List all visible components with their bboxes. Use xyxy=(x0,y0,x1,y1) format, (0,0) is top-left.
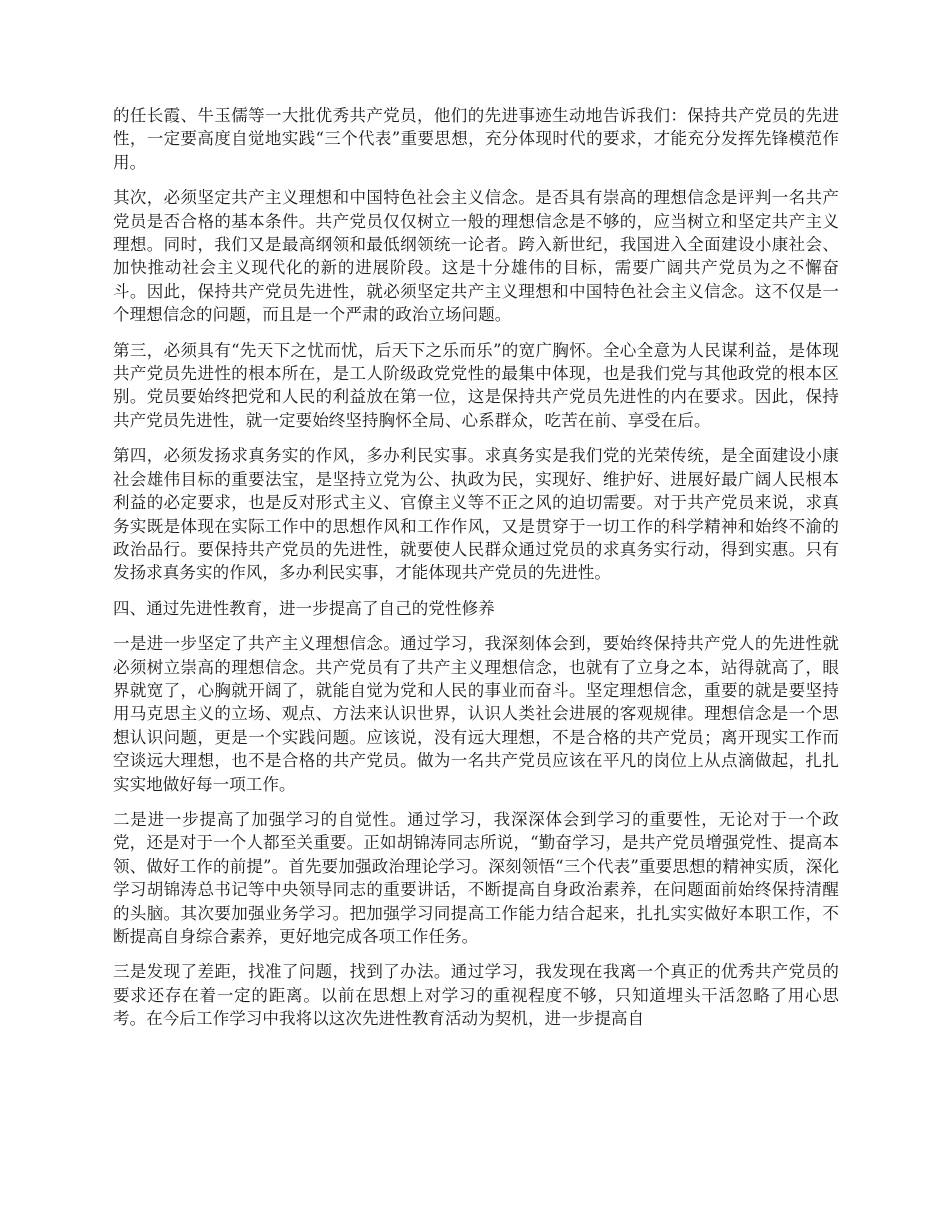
paragraph-1: 的任长霞、牛玉儒等一大批优秀共产党员，他们的先进事迹生动地告诉我们：保持共产党员的先进性，一定要高度自觉地实践“三个代表”重要思想，充分体现时代的要求，才能充分发挥先锋模范作用。 xyxy=(113,106,839,172)
paragraph-7: 三是发现了差距，找准了问题，找到了办法。通过学习，我发现在我离一个真正的优秀共产党员的要求还存在着一定的距离。以前在思想上对学习的重视程度不够，只知道埋头干活忽略了用心思考。在今后工作学习中我将以这次先进性教育活动为契机，进一步提高自 xyxy=(113,962,839,1029)
paragraph-4: 第四，必须发扬求真务实的作风，多办利民实事。求真务实是我们党的光荣传统，是全面建设小康社会雄伟目标的重要法宝，是坚持立党为公、执政为民，实现好、维护好、进展好最广阔人民根本利益的必定要求，也是反对形式主义、官僚主义等不正之风的迫切需要。对于共产党员来说，求真务实既是体现在实际工作中的思想作风和工作作风，又是贯穿于一切工作的科学精神和始终不渝的政治品行。要保持共产党员的先进性，就要使人民群众通过党员的求真务实行动，得到实惠。只有发扬求真务实的作风，多办利民实事，才能体现共产党员的先进性。 xyxy=(113,446,839,583)
paragraph-3: 第三，必须具有“先天下之忧而忧，后天下之乐而乐”的宽广胸怀。全心全意为人民谋利益，是体现共产党员先进性的根本所在，是工人阶级政党党性的最集中体现，也是我们党与其他政党的根本区别。党员要始终把党和人民的利益放在第一位，这是保持共产党员先进性的内在要求。因此，保持共产党员先进性，就一定要始终坚持胸怀全局、心系群众，吃苦在前、享受在后。 xyxy=(113,340,839,430)
document-page xyxy=(113,104,839,1043)
paragraph-5: 一是进一步坚定了共产主义理想信念。通过学习，我深刻体会到，要始终保持共产党人的先进性就必须树立崇高的理想信念。共产党员有了共产主义理想信念，也就有了立身之本，站得就高了，眼界就宽了，心胸就开阔了，就能自觉为党和人民的事业而奋斗。坚定理想信念，重要的就是要坚持用马克思主义的立场、观点、方法来认识世界，认识人类社会进展的客观规律。理想信念是一个思想认识问题，更是一个实践问题。应该说，没有远大理想，不是合格的共产党员；离开现实工作而空谈远大理想，也不是合格的共产党员。做为一名共产党员应该在平凡的岗位上从点滴做起，扎扎实实地做好每一项工作。 xyxy=(113,634,839,794)
paragraph-6: 二是进一步提高了加强学习的自觉性。通过学习，我深深体会到学习的重要性，无论对于一个政党，还是对于一个人都至关重要。正如胡锦涛同志所说，“勤奋学习，是共产党员增强党性、提高本领、做好工作的前提”。首先要加强政治理论学习。深刻领悟“三个代表”重要思想的精神实质，深化学习胡锦涛总书记等中央领导同志的重要讲话，不断提高自身政治素养，在问题面前始终保持清醒的头脑。其次要加强业务学习。把加强学习同提高工作能力结合起来，扎扎实实做好本职工作，不断提高自身综合素养，更好地完成各项工作任务。 xyxy=(113,809,839,946)
section-heading: 四、通过先进性教育，进一步提高了自己的党性修养 xyxy=(113,598,495,618)
paragraph-2: 其次，必须坚定共产主义理想和中国特色社会主义信念。是否具有崇高的理想信念是评判一名共产党员是否合格的基本条件。共产党员仅仅树立一般的理想信念是不够的，应当树立和坚定共产主义理想。同时，我们又是最高纲领和最低纲领统一论者。跨入新世纪，我国进入全面建设小康社会、加快推动社会主义现代化的新的进展阶段。这是十分雄伟的目标，需要广阔共产党员为之不懈奋斗。因此，保持共产党员先进性，就必须坚定共产主义理想和中国特色社会主义信念。这不仅是一个理想信念的问题，而且是一个严肃的政治立场问题。 xyxy=(113,188,839,325)
